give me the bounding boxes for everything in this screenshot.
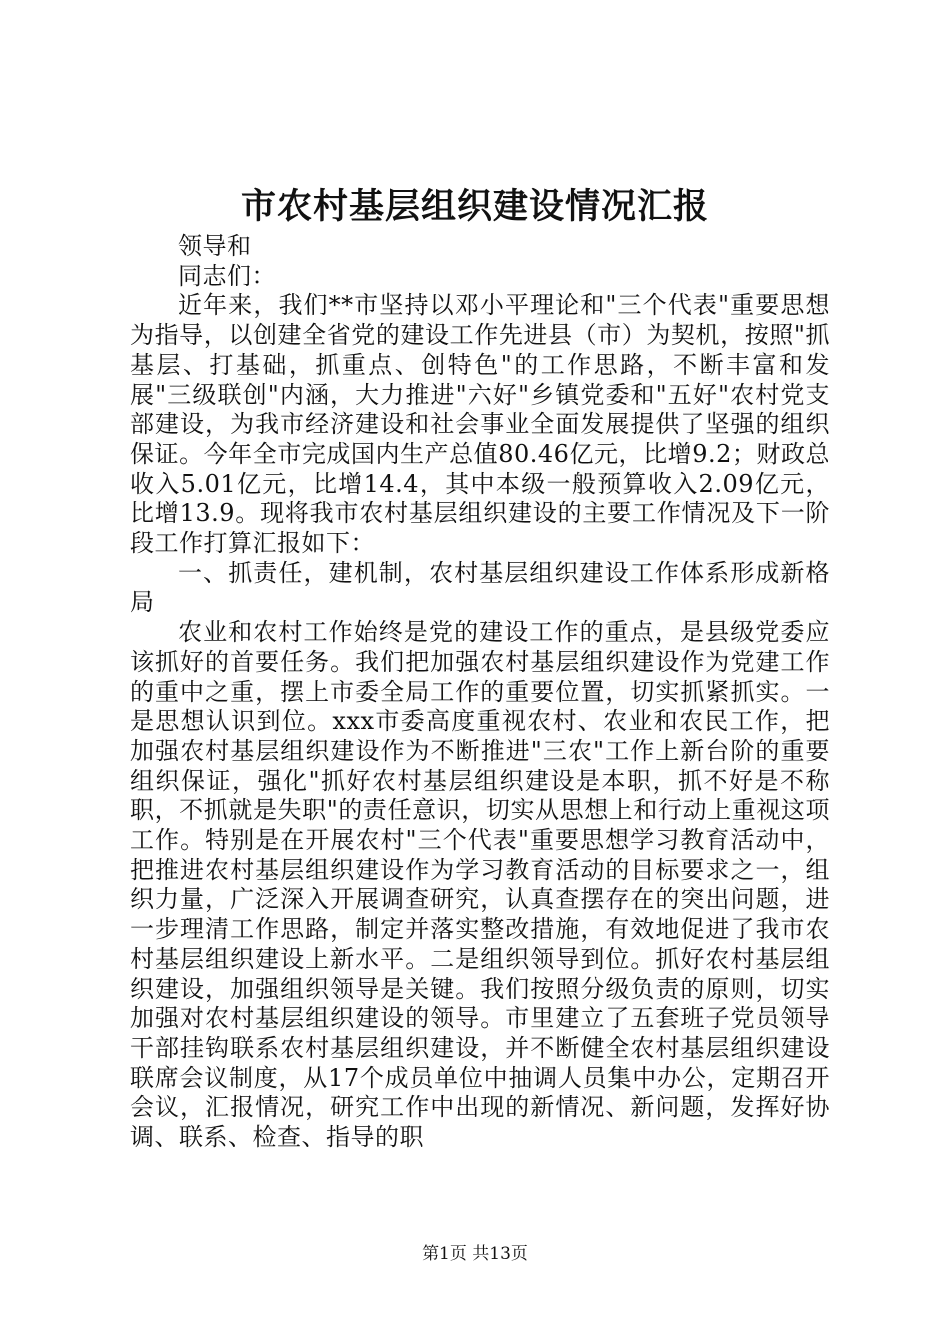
document-body bbox=[130, 232, 830, 1153]
section-heading-1: 一、抓责任，建机制，农村基层组织建设工作体系形成新格局 bbox=[130, 558, 830, 617]
paragraph-intro: 近年来，我们**市坚持以邓小平理论和"三个代表"重要思想为指导，以创建全省党的建设工作先进县（市）为契机，按照"抓基层、打基础，抓重点、创特色"的工作思路，不断丰富和发展"三级联创"内涵，大力推进"六好"乡镇党委和"五好"农村党支部建设，为我市经济建设和社会事业全面发展提供了坚强的组织保证。今年全市完成国内生产总值80.46亿元，比增9.2；财政总收入5.01亿元，比增14.4，其中本级一般预算收入2.09亿元，比增13.9。现将我市农村基层组织建设的主要工作情况及下一阶段工作打算汇报如下： bbox=[130, 291, 830, 558]
document-title: 市农村基层组织建设情况汇报 bbox=[240, 186, 709, 227]
salutation-line-1: 领导和 bbox=[178, 232, 252, 260]
paragraph-section-1: 农业和农村工作始终是党的建设工作的重点，是县级党委应该抓好的首要任务。我们把加强农村基层组织建设作为党建工作的重中之重，摆上市委全局工作的重要位置，切实抓紧抓实。一是思想认识到位。xxx市委高度重视农村、农业和农民工作，把加强农村基层组织建设作为不断推进"三农"工作上新台阶的重要组织保证，强化"抓好农村基层组织建设是本职，抓不好是不称职，不抓就是失职"的责任意识，切实从思想上和行动上重视这项工作。特别是在开展农村"三个代表"重要思想学习教育活动中，把推进农村基层组织建设作为学习教育活动的目标要求之一，组织力量，广泛深入开展调查研究，认真查摆存在的突出问题，进一步理清工作思路，制定并落实整改措施，有效地促进了我市农村基层组织建设上新水平。二是组织领导到位。抓好农村基层组织建设，加强组织领导是关键。我们按照分级负责的原则，切实加强对农村基层组织建设的领导。市里建立了五套班子党员领导干部挂钩联系农村基层组织建设，并不断健全农村基层组织建设联席会议制度，从17个成员单位中抽调人员集中办公，定期召开会议，汇报情况，研究工作中出现的新情况、新问题，发挥好协调、联系、检查、指导的职 bbox=[130, 618, 830, 1152]
page-footer: 第1页 共13页 bbox=[422, 1244, 528, 1264]
salutation-line-2: 同志们： bbox=[178, 261, 276, 290]
